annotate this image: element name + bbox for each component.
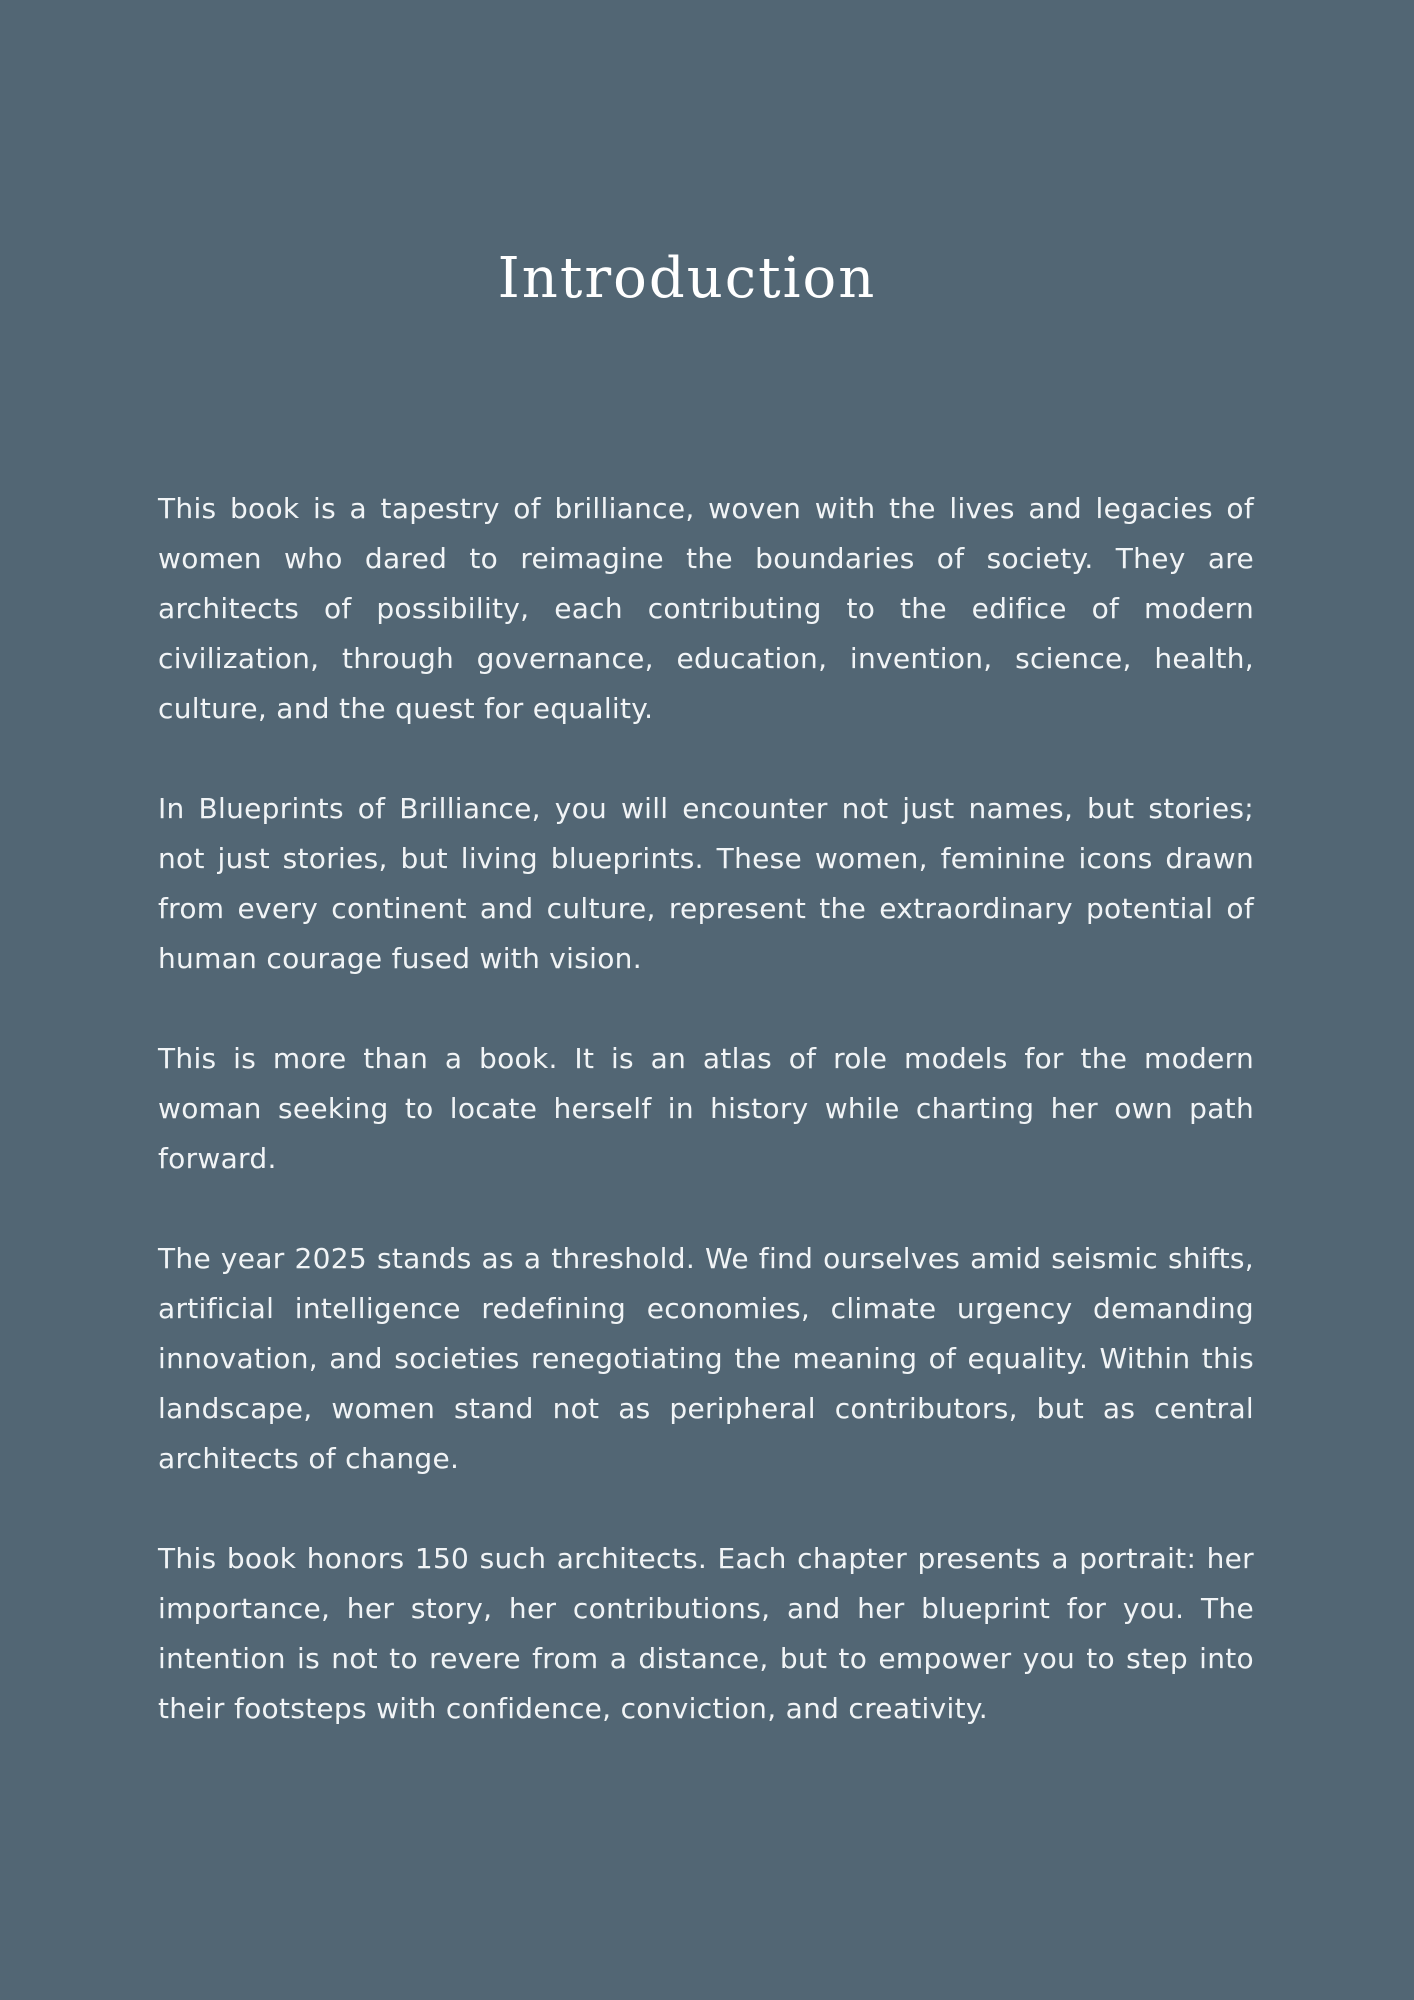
paragraph: This book is a tapestry of brilliance, woven with the lives and legacies of women who dared to reimagine the boundaries of society. They are architects of possibility, each contributing to the edifice of modern civilization, through governance, education, invention, science, health, culture, and the quest for equality. — [158, 492, 1254, 725]
paragraph: This is more than a book. It is an atlas of role models for the modern woman seeking to locate herself in history while charting her own path forward. — [158, 1042, 1254, 1175]
paragraph: This book honors 150 such architects. Each chapter presents a portrait: her importance, her story, her contributions, and her blueprint for you. The intention is not to revere from a distance, but to empower you to step into their footsteps with confidence, conviction, and creativity. — [158, 1542, 1254, 1725]
page-title: Introduction — [497, 246, 877, 311]
introduction-body — [158, 484, 1254, 1784]
paragraph: The year 2025 stands as a threshold. We find ourselves amid seismic shifts, artificial intelligence redefining economies, climate urgency demanding innovation, and societies renegotiating the meaning of equality. Within this landscape, women stand not as peripheral contributors, but as central architects of change. — [158, 1242, 1254, 1475]
paragraph: In Blueprints of Brilliance, you will encounter not just names, but stories; not just stories, but living blueprints. These women, feminine icons drawn from every continent and culture, represent the extraordinary potential of human courage fused with vision. — [158, 792, 1254, 975]
